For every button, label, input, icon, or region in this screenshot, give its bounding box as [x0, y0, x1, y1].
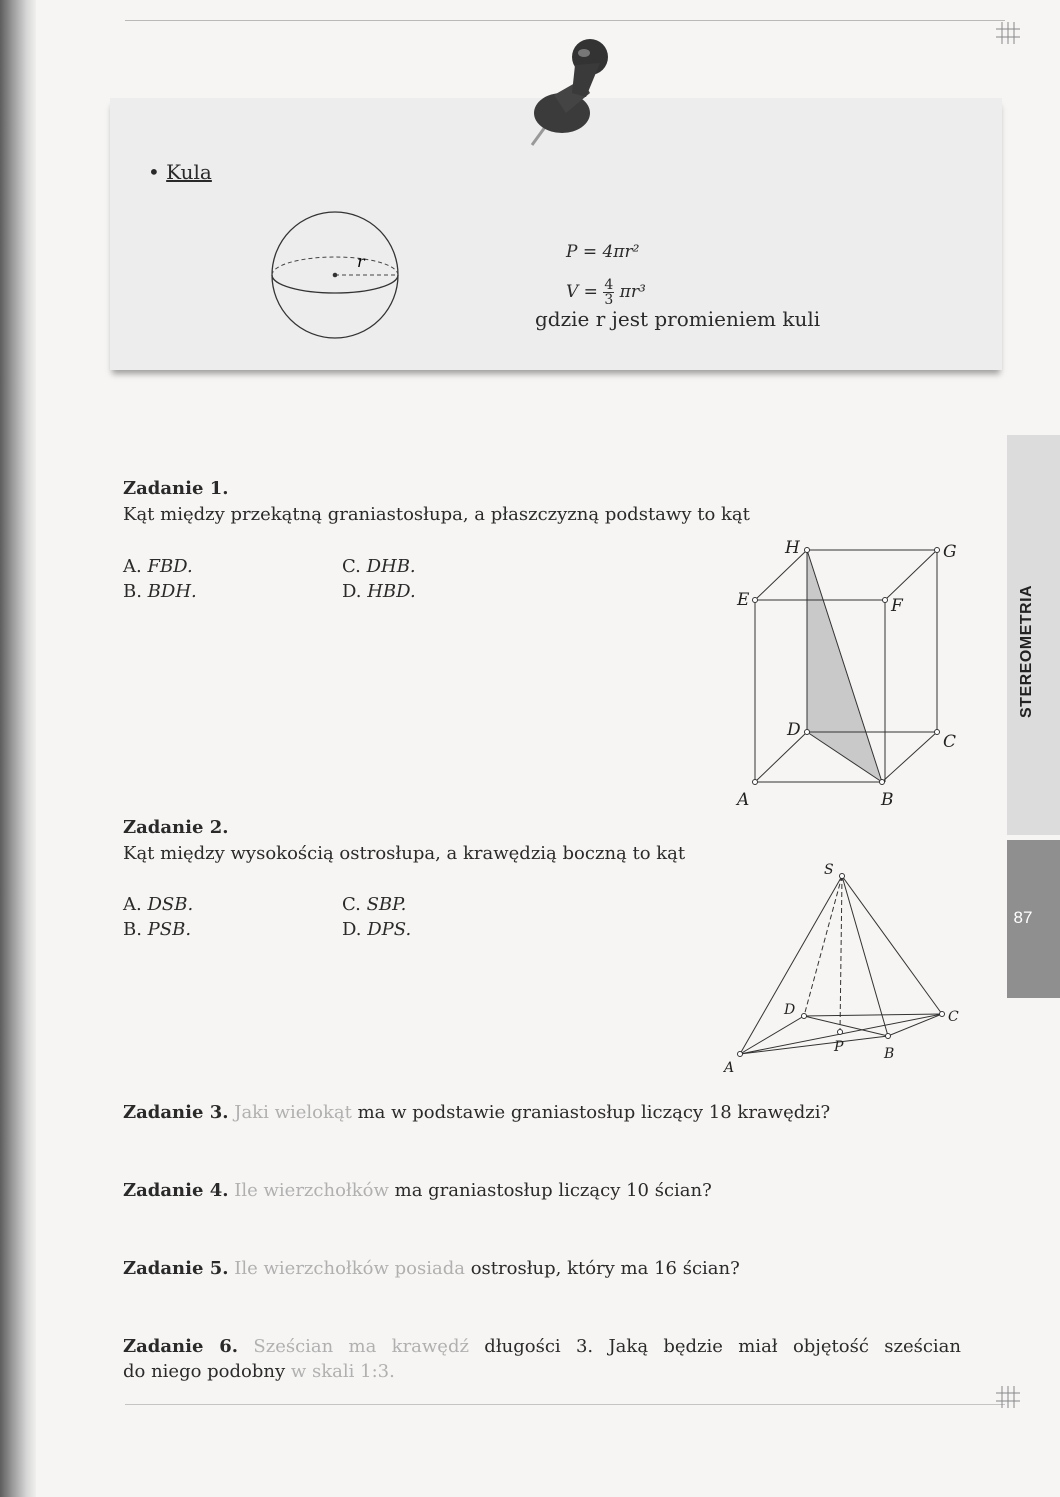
top-rule: [125, 20, 1005, 21]
sphere-diagram: [265, 205, 410, 345]
task-1-answer-b[interactable]: B. BDH.: [123, 581, 197, 602]
task-3: [123, 1102, 830, 1123]
task-2-title: Zadanie 2.: [123, 817, 229, 838]
sphere-caption: gdzie r jest promieniem kuli: [535, 307, 821, 331]
task-1-text: Kąt między przekątną graniastosłupa, a płaszczyzną podstawy to kąt: [123, 504, 750, 525]
task-2-answer-d[interactable]: D. DPS.: [342, 919, 412, 940]
task-5: [123, 1258, 740, 1279]
prism-label-g: G: [943, 542, 957, 562]
task-6-text2: do niego podobny: [123, 1361, 286, 1382]
prism-label-f: F: [891, 596, 903, 616]
corner-mark-top: [996, 22, 1020, 44]
sphere-radius-label: r: [357, 252, 365, 271]
task-1-answer-a[interactable]: A. FBD.: [123, 556, 193, 577]
sidebar-section-label: [1010, 560, 1050, 720]
sphere-volume-formula: [566, 278, 646, 307]
prism-label-a: A: [737, 790, 750, 810]
prism-label-b: B: [881, 790, 894, 810]
pyramid-label-c: C: [948, 1009, 959, 1025]
task-6-line-2: [123, 1361, 395, 1382]
pushpin-icon: [520, 35, 630, 155]
task-6-text-faded: Sześcian ma krawędź: [253, 1336, 469, 1357]
pyramid-label-s: S: [824, 862, 834, 878]
task-3-text: ma w podstawie graniastosłup liczący 18 krawędzi?: [357, 1102, 831, 1123]
prism-label-e: E: [737, 590, 750, 610]
task-4: [123, 1180, 712, 1201]
pyramid-label-b: B: [884, 1046, 895, 1062]
sphere-area-formula: P = 4πr²: [566, 242, 640, 262]
volume-numerator: 4: [604, 277, 614, 293]
task-6-line-1: [123, 1336, 961, 1357]
task-4-text: ma graniastosłup liczący 10 ścian?: [394, 1180, 712, 1201]
task-4-text-faded-a: Ile: [234, 1180, 258, 1201]
volume-denominator: 3: [604, 292, 614, 308]
task-3-text-faded: Jaki wielokąt: [234, 1102, 352, 1123]
task-5-title: Zadanie 5.: [123, 1258, 229, 1279]
pyramid-label-a: A: [724, 1060, 735, 1076]
pyramid-label-p: P: [834, 1039, 844, 1055]
pyramid-label-d: D: [784, 1002, 796, 1018]
corner-mark-bottom: [996, 1386, 1020, 1408]
task-5-text: ostrosłup, który ma 16 ścian?: [470, 1258, 740, 1279]
prism-label-d: D: [787, 720, 801, 740]
task-2-answer-c[interactable]: C. SBP.: [342, 894, 407, 915]
volume-lhs: V =: [566, 282, 598, 302]
prism-label-h: H: [785, 538, 800, 558]
page-binding-shadow: [0, 0, 36, 1497]
task-5-text-faded-a: Ile: [234, 1258, 258, 1279]
bottom-rule: [125, 1404, 1005, 1405]
page-number: 87: [1013, 908, 1033, 927]
task-3-title: Zadanie 3.: [123, 1102, 229, 1123]
task-4-title: Zadanie 4.: [123, 1180, 229, 1201]
volume-rhs: πr³: [619, 282, 646, 302]
bullet-icon: •: [148, 160, 160, 184]
prism-diagram: [725, 535, 970, 815]
sphere-title: Kula: [166, 160, 212, 184]
task-4-text-faded: wierzchołków: [263, 1180, 389, 1201]
task-1-answer-d[interactable]: D. HBD.: [342, 581, 416, 602]
task-6-text2-faded: w skali 1:3.: [290, 1361, 395, 1382]
task-2-text: Kąt między wysokością ostrosłupa, a krawędzią boczną to kąt: [123, 843, 686, 864]
task-1-answer-c[interactable]: C. DHB.: [342, 556, 416, 577]
sphere-heading: [148, 160, 212, 184]
task-2-answer-b[interactable]: B. PSB.: [123, 919, 192, 940]
task-6-text: długości 3. Jaką będzie miał objętość sześcian: [484, 1336, 961, 1357]
task-2-answer-a[interactable]: A. DSB.: [123, 894, 194, 915]
task-1-title: Zadanie 1.: [123, 478, 229, 499]
task-6-title: Zadanie 6.: [123, 1336, 239, 1357]
prism-label-c: C: [943, 732, 957, 752]
sidebar-section-text: STEREOMETRIA: [1018, 584, 1035, 718]
pyramid-diagram: [720, 858, 970, 1080]
task-5-text-faded: wierzchołków posiada: [263, 1258, 465, 1279]
